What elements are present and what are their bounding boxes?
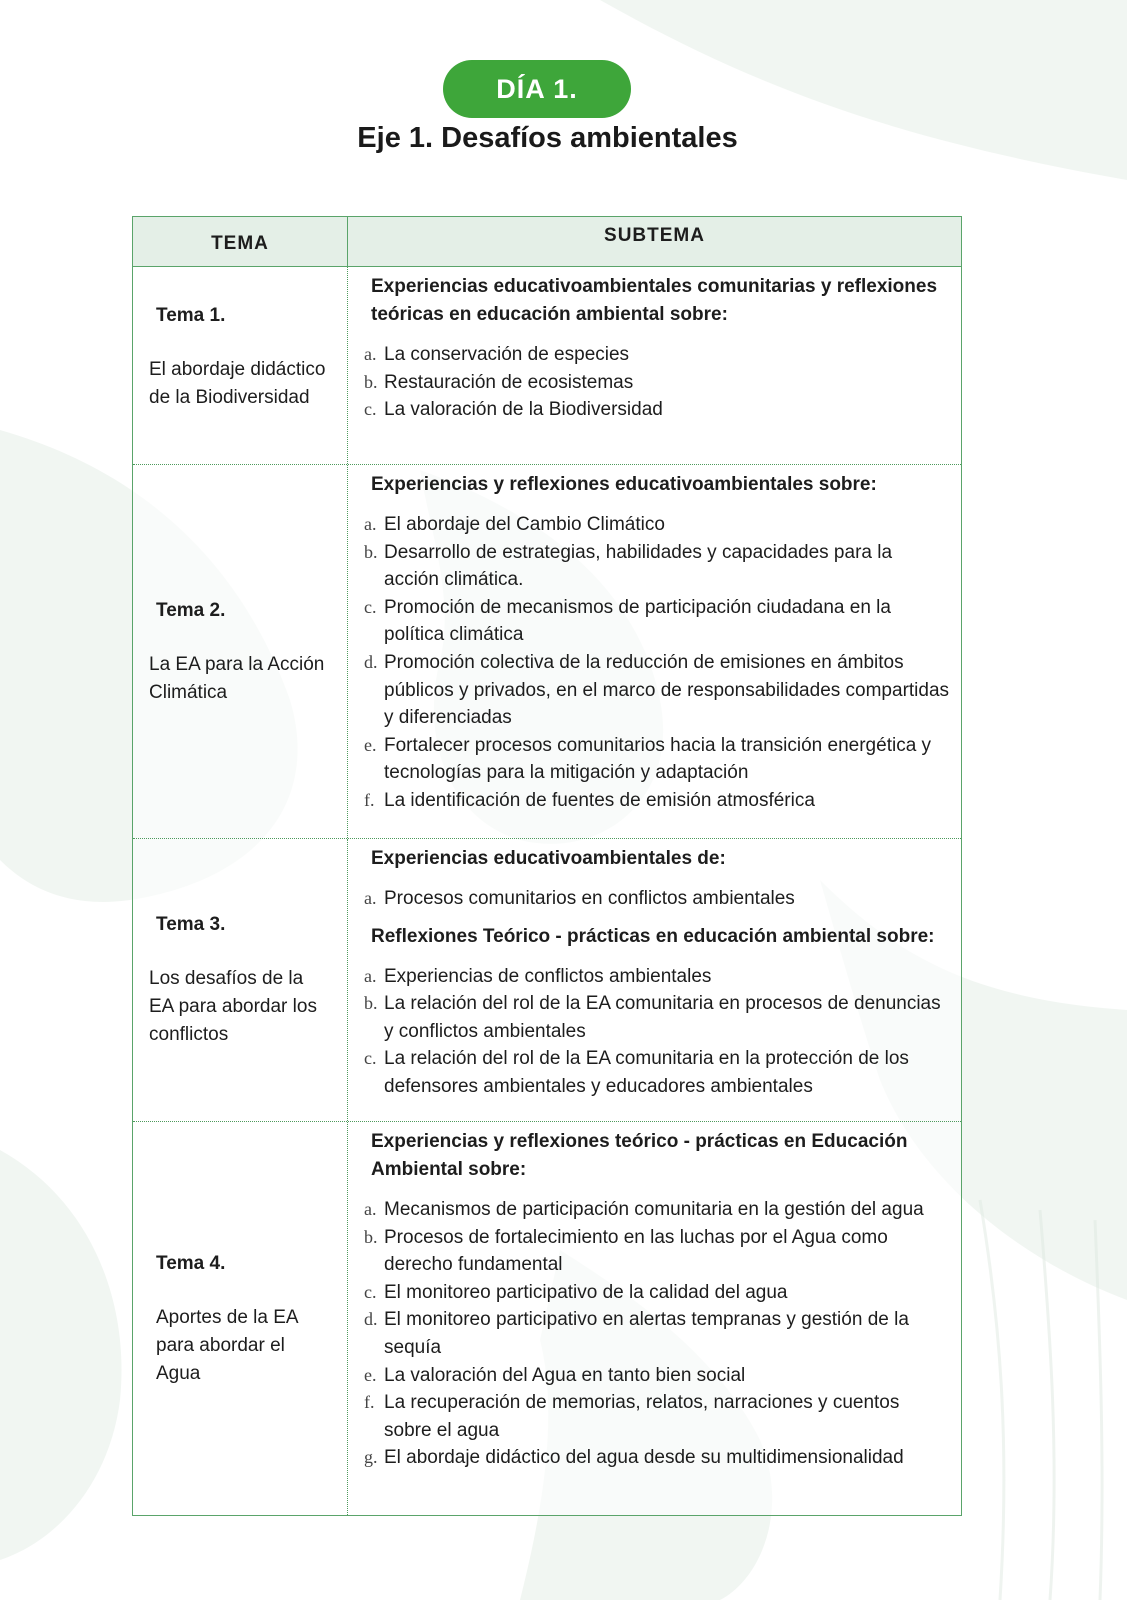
day-label: DÍA 1. <box>496 73 578 104</box>
subtema-list <box>364 511 951 815</box>
list-item <box>364 511 951 539</box>
subtema-list <box>364 1196 951 1472</box>
subtema-intro: Experiencias y reflexiones teórico - prácticas en Educación Ambiental sobre: <box>371 1131 908 1180</box>
subtema-intro: Experiencias y reflexiones educativoambientales sobre: <box>371 474 877 495</box>
list-item <box>364 732 951 787</box>
list-item-marker: c. <box>364 399 377 420</box>
list-item <box>364 990 951 1045</box>
tema-name: La EA para la Acción Climática <box>149 653 325 703</box>
list-item <box>364 1362 951 1390</box>
list-item <box>364 1045 951 1100</box>
list-item-marker: g. <box>364 1447 378 1468</box>
list-item <box>364 1224 951 1279</box>
day-badge <box>443 60 631 118</box>
list-item-marker: f. <box>364 789 375 810</box>
list-item-text: La conservación de especies <box>384 344 630 365</box>
list-item <box>364 594 951 649</box>
subtema-list <box>364 885 951 913</box>
tema-number: Tema 4. <box>156 1252 226 1274</box>
subtema-cell <box>348 1122 961 1515</box>
list-item-text: La identificación de fuentes de emisión atmosférica <box>384 789 815 811</box>
list-item <box>364 396 951 424</box>
list-item-text: Promoción colectiva de la reducción de emisiones en ámbitos públicos y privados, en el marco de responsabilidades compartidas y diferenciadas <box>384 651 950 729</box>
list-item-text: El abordaje didáctico del agua desde su multidimensionalidad <box>384 1447 904 1469</box>
tema-name: Los desafíos de la EA para abordar los conflictos <box>149 968 317 1045</box>
list-item-marker: a. <box>364 965 377 986</box>
list-item-marker: b. <box>364 1226 378 1247</box>
list-item <box>364 787 951 815</box>
column-header-subtema: SUBTEMA <box>604 225 705 246</box>
list-item-text: Desarrollo de estrategias, habilidades y capacidades para la acción climática. <box>384 541 893 591</box>
subtema-cell <box>348 839 961 1121</box>
list-item-text: La relación del rol de la EA comunitaria en la protección de los defensores ambientales y educadores ambientales <box>384 1048 909 1097</box>
table-row <box>133 464 961 838</box>
subtema-list <box>364 963 951 1101</box>
list-item-marker: e. <box>364 734 377 755</box>
table-header-row <box>133 217 961 267</box>
list-item-text: Experiencias de conflictos ambientales <box>384 965 712 987</box>
subtema-cell <box>348 267 961 464</box>
tema-name: Aportes de la EA para abordar el Agua <box>156 1306 299 1384</box>
list-item-text: Procesos comunitarios en conflictos ambientales <box>384 888 795 909</box>
table-row <box>133 838 961 1121</box>
list-item-marker: b. <box>364 993 378 1014</box>
list-item-text: El monitoreo participativo de la calidad del agua <box>384 1281 788 1303</box>
list-item-marker: a. <box>364 344 377 364</box>
list-item-text: Fortalecer procesos comunitarios hacia la transición energética y tecnologías para la mitigación y adaptación <box>384 734 932 784</box>
list-item-text: Promoción de mecanismos de participación ciudadana en la política climática <box>384 596 891 646</box>
list-item-marker: a. <box>364 514 377 534</box>
tema-cell <box>133 465 348 838</box>
tema-cell <box>133 839 348 1121</box>
subtema-cell <box>348 465 961 838</box>
table-body <box>133 267 961 1515</box>
list-item-marker: a. <box>364 1199 377 1219</box>
table-row <box>133 267 961 464</box>
tema-cell <box>133 1122 348 1515</box>
list-item-marker: c. <box>364 596 377 617</box>
tema-number: Tema 2. <box>156 599 226 621</box>
list-item <box>364 885 951 913</box>
column-header-tema: TEMA <box>133 217 348 266</box>
list-item <box>364 1389 951 1444</box>
list-item-text: Mecanismos de participación comunitaria en la gestión del agua <box>384 1199 924 1220</box>
tema-cell <box>133 267 348 464</box>
list-item <box>364 1279 951 1307</box>
list-item-marker: d. <box>364 1309 378 1330</box>
list-item-text: La valoración de la Biodiversidad <box>384 399 663 421</box>
list-item-marker: b. <box>364 541 378 562</box>
tema-number: Tema 1. <box>156 304 226 326</box>
subtema-intro: Experiencias educativoambientales comunitarias y reflexiones teóricas en educación ambiental sobre: <box>371 276 938 325</box>
list-item-marker: b. <box>364 371 378 392</box>
tema-name: El abordaje didáctico de la Biodiversidad <box>149 358 326 408</box>
list-item <box>364 963 951 991</box>
list-item-text: Restauración de ecosistemas <box>384 371 634 393</box>
list-item-marker: c. <box>364 1048 377 1069</box>
list-item-marker: c. <box>364 1281 377 1302</box>
list-item <box>364 1306 951 1361</box>
list-item <box>364 539 951 594</box>
list-item-marker: e. <box>364 1364 377 1385</box>
list-item <box>364 1444 951 1472</box>
list-item-text: El monitoreo participativo en alertas tempranas y gestión de la sequía <box>384 1309 909 1358</box>
list-item-text: La relación del rol de la EA comunitaria en procesos de denuncias y conflictos ambientales <box>384 993 941 1042</box>
topics-table <box>132 216 962 1516</box>
axis-title: Eje 1. Desafíos ambientales <box>357 122 738 154</box>
list-item <box>364 369 951 397</box>
list-item-marker: d. <box>364 651 378 672</box>
list-item-marker: f. <box>364 1392 375 1413</box>
list-item-text: Procesos de fortalecimiento en las luchas por el Agua como derecho fundamental <box>384 1226 888 1276</box>
list-item-text: El abordaje del Cambio Climático <box>384 514 665 535</box>
list-item <box>364 649 951 732</box>
subtema-list <box>364 341 951 424</box>
tema-number: Tema 3. <box>156 914 226 935</box>
list-item-text: La recuperación de memorias, relatos, narraciones y cuentos sobre el agua <box>384 1392 900 1441</box>
list-item-text: La valoración del Agua en tanto bien social <box>384 1364 746 1386</box>
subtema-intro: Experiencias educativoambientales de: <box>371 848 726 869</box>
list-item <box>364 341 951 369</box>
table-row <box>133 1121 961 1515</box>
list-item <box>364 1196 951 1224</box>
subtema-intro: Reflexiones Teórico - prácticas en educación ambiental sobre: <box>371 925 935 947</box>
list-item-marker: a. <box>364 888 377 908</box>
